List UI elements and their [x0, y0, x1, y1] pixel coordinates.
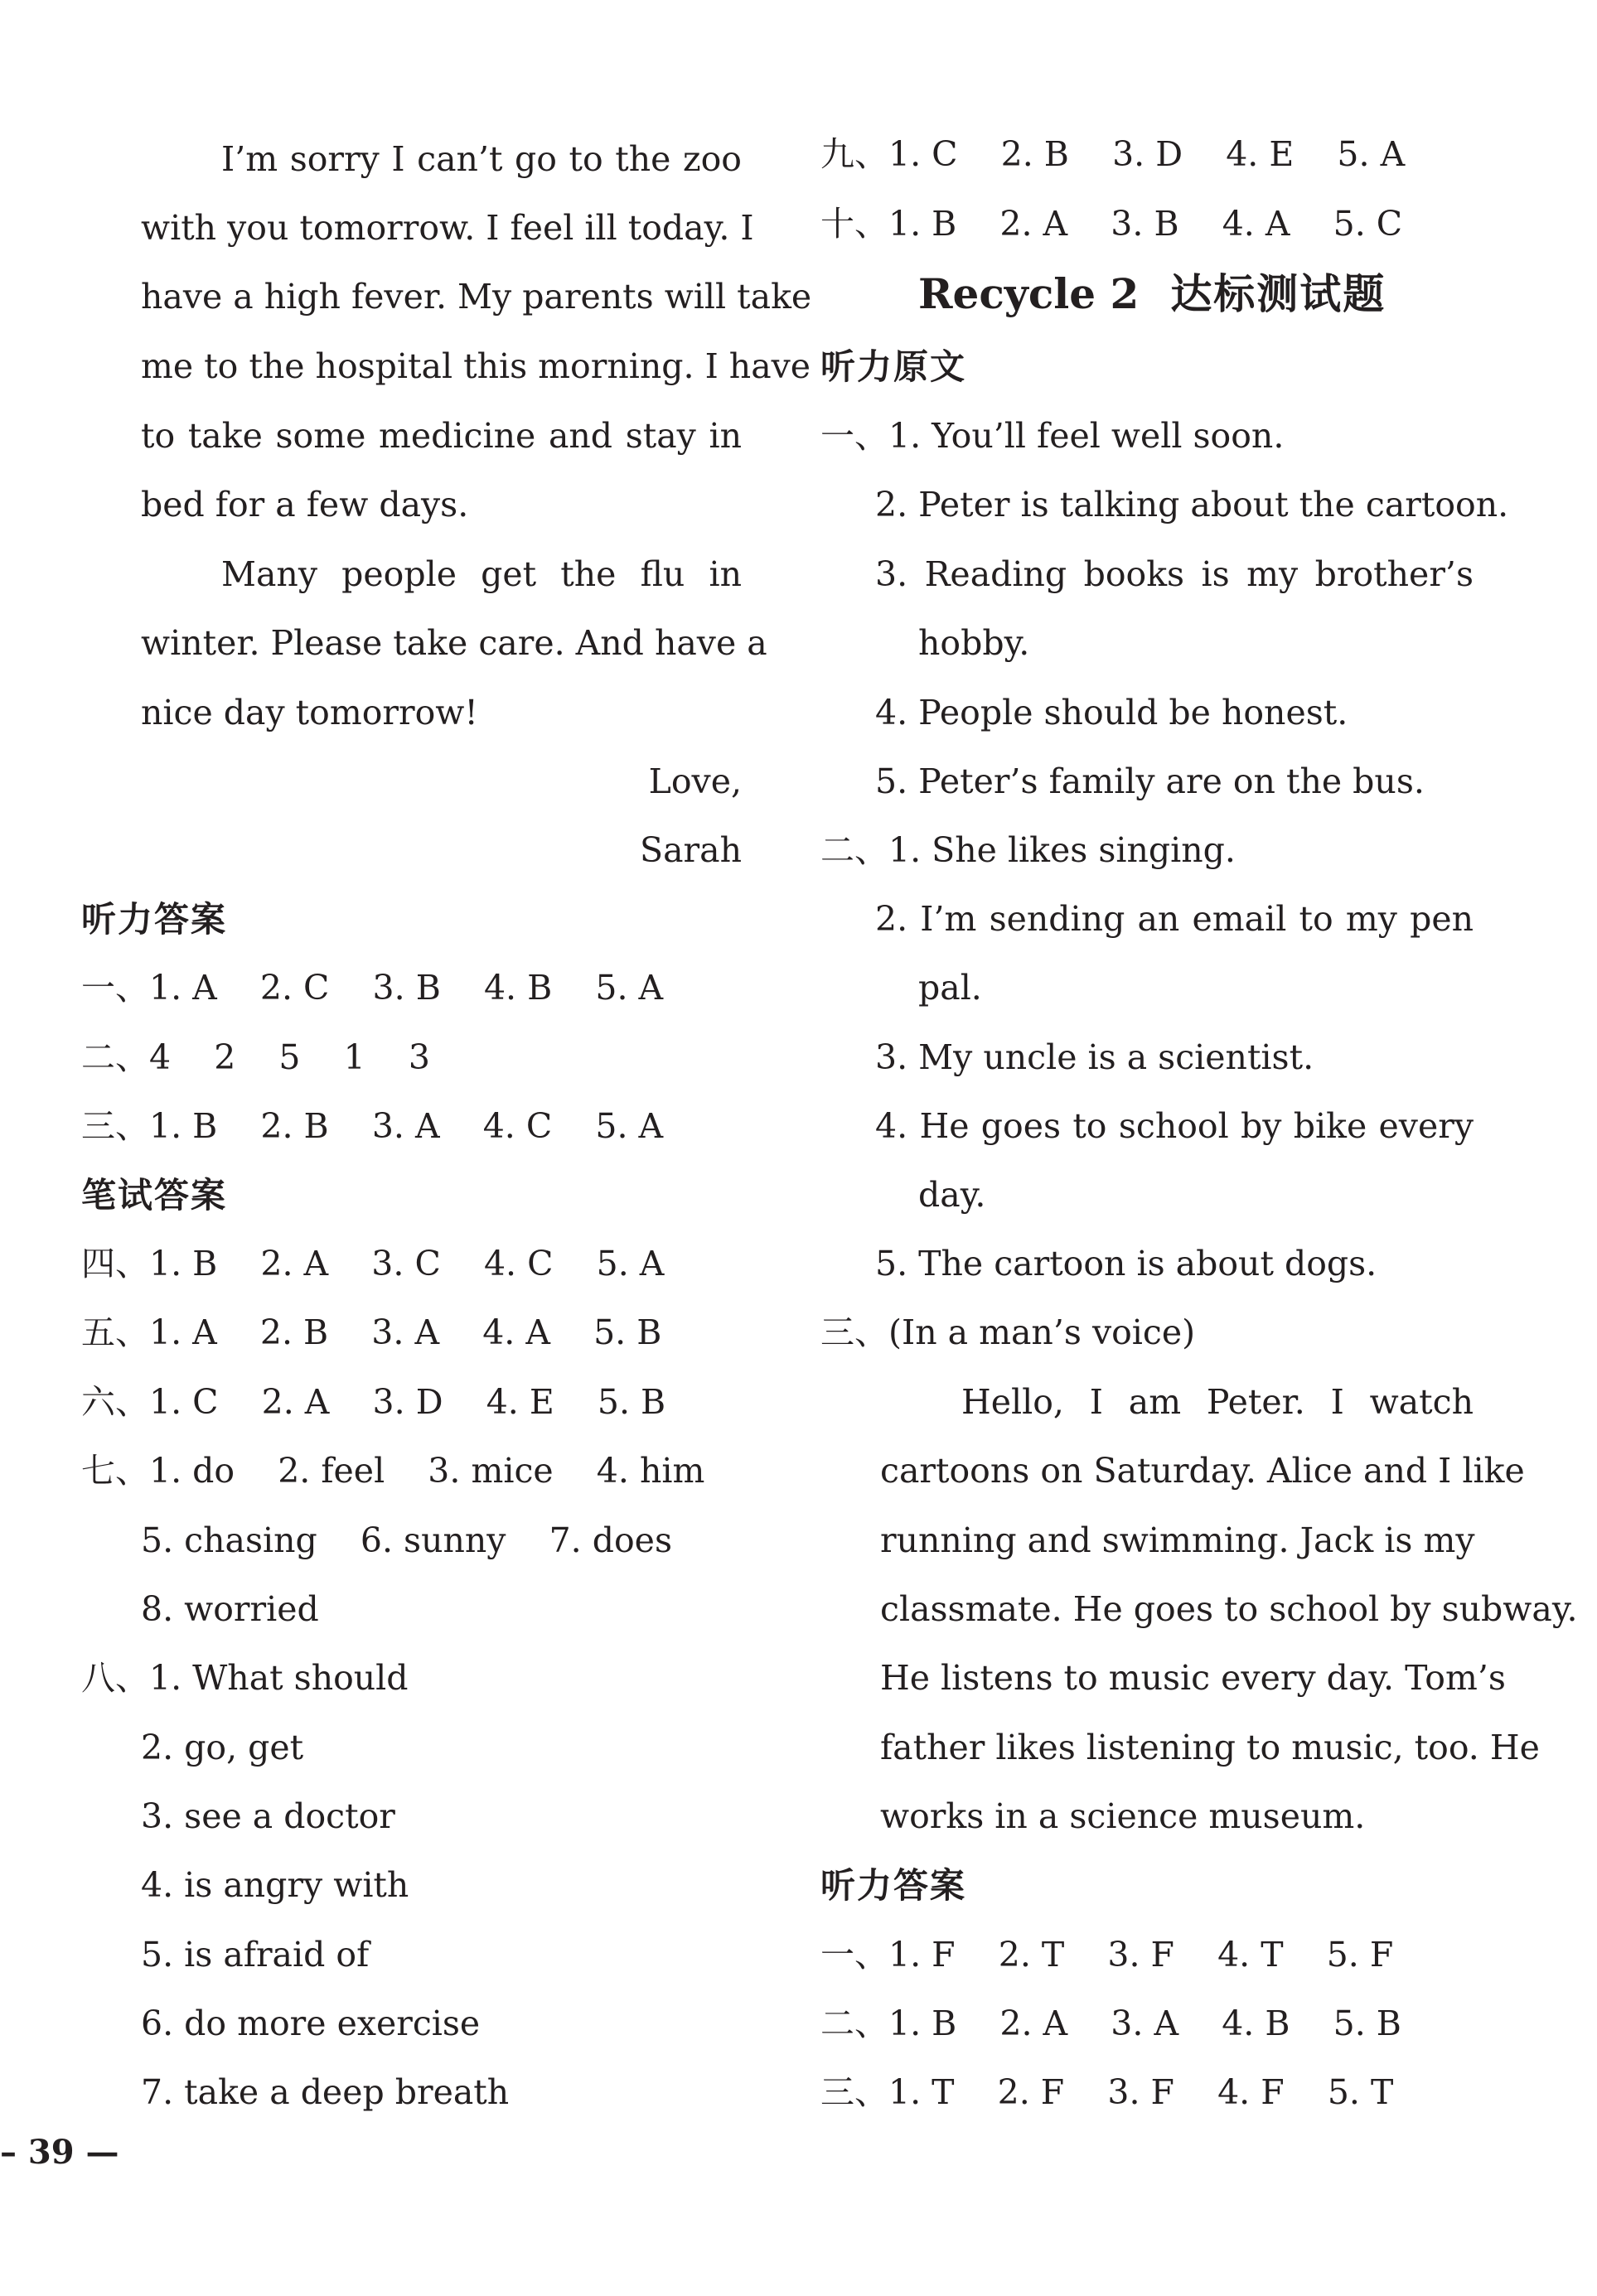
- answer-row: 二、4 2 5 1 3: [81, 1037, 430, 1077]
- answer-row: 4. is angry with: [141, 1865, 409, 1905]
- letter-line: I’m sorry I can’t go to the zoo: [221, 139, 742, 179]
- transcript-line: 三、(In a man’s voice): [820, 1312, 1196, 1352]
- transcript-line: pal.: [918, 968, 982, 1008]
- section-heading: 听力答案: [81, 899, 228, 940]
- letter-line: to take some medicine and stay in: [141, 416, 742, 456]
- answer-row: 6. do more exercise: [141, 2004, 481, 2043]
- transcript-line: 5. Peter’s family are on the bus.: [875, 761, 1425, 801]
- answer-row: 5. chasing 6. sunny 7. does: [141, 1520, 672, 1560]
- transcript-line: cartoons on Saturday. Alice and I like: [880, 1451, 1525, 1491]
- transcript-line: classmate. He goes to school by subway.: [880, 1589, 1578, 1629]
- answer-row: 5. is afraid of: [141, 1935, 370, 1975]
- title-english: Recycle 2: [918, 269, 1140, 318]
- transcript-line: 4. People should be honest.: [875, 693, 1348, 732]
- transcript-line: 2. I’m sending an email to my pen: [875, 899, 1474, 939]
- answer-row: 3. see a doctor: [141, 1796, 395, 1836]
- answer-row: 六、1. C 2. A 3. D 4. E 5. B: [81, 1382, 666, 1422]
- letter-line: nice day tomorrow!: [141, 693, 478, 732]
- answer-row: 四、1. B 2. A 3. C 4. C 5. A: [81, 1244, 665, 1283]
- answer-row: 2. go, get: [141, 1728, 304, 1767]
- page-number: – 39 —: [0, 2133, 119, 2172]
- answer-row: 8. worried: [141, 1589, 319, 1629]
- answer-row: 三、1. T 2. F 3. F 4. F 5. T: [820, 2072, 1394, 2112]
- transcript-line: 4. He goes to school by bike every: [875, 1106, 1474, 1146]
- section-title: [918, 269, 1386, 318]
- section-heading: 听力答案: [820, 1865, 967, 1906]
- letter-line: me to the hospital this morning. I have: [141, 346, 811, 386]
- transcript-line: works in a science museum.: [880, 1796, 1366, 1836]
- transcript-line: 2. Peter is talking about the cartoon.: [875, 485, 1509, 524]
- transcript-line: father likes listening to music, too. He: [880, 1728, 1540, 1767]
- answer-row: 一、1. A 2. C 3. B 4. B 5. A: [81, 968, 664, 1008]
- transcript-line: He listens to music every day. Tom’s: [880, 1658, 1506, 1698]
- section-heading: 笔试答案: [81, 1175, 228, 1216]
- transcript-line: 5. The cartoon is about dogs.: [875, 1244, 1377, 1283]
- answer-row: 7. take a deep breath: [141, 2072, 510, 2112]
- transcript-line: hobby.: [918, 623, 1030, 663]
- letter-line: bed for a few days.: [141, 485, 469, 524]
- answer-row: 三、1. B 2. B 3. A 4. C 5. A: [81, 1106, 664, 1146]
- letter-line: Many people get the flu in: [221, 554, 742, 594]
- transcript-line: 3. Reading books is my brother’s: [875, 554, 1474, 594]
- transcript-line: Hello, I am Peter. I watch: [961, 1382, 1474, 1422]
- transcript-line: 二、1. She likes singing.: [820, 830, 1236, 870]
- letter-line: have a high fever. My parents will take: [141, 277, 812, 317]
- letter-line: winter. Please take care. And have a: [141, 623, 767, 663]
- transcript-line: day.: [918, 1175, 986, 1215]
- letter-line: with you tomorrow. I feel ill today. I: [141, 208, 754, 248]
- transcript-line: 3. My uncle is a scientist.: [875, 1037, 1314, 1077]
- letter-signature: Sarah: [640, 830, 742, 870]
- answer-row: 二、1. B 2. A 3. A 4. B 5. B: [820, 2004, 1401, 2043]
- answer-row: 一、1. F 2. T 3. F 4. T 5. F: [820, 1935, 1394, 1975]
- answer-row: 九、1. C 2. B 3. D 4. E 5. A: [820, 134, 1406, 174]
- transcript-line: running and swimming. Jack is my: [880, 1520, 1475, 1560]
- answer-row: 八、1. What should: [81, 1658, 409, 1698]
- answer-row: 五、1. A 2. B 3. A 4. A 5. B: [81, 1312, 662, 1352]
- answer-row: 七、1. do 2. feel 3. mice 4. him: [81, 1451, 705, 1491]
- transcript-line: 一、1. You’ll feel well soon.: [820, 416, 1285, 456]
- section-heading: 听力原文: [820, 346, 967, 387]
- answer-row: 十、1. B 2. A 3. B 4. A 5. C: [820, 204, 1403, 244]
- letter-closing: Love,: [648, 761, 742, 801]
- title-chinese: 达标测试题: [1170, 270, 1386, 318]
